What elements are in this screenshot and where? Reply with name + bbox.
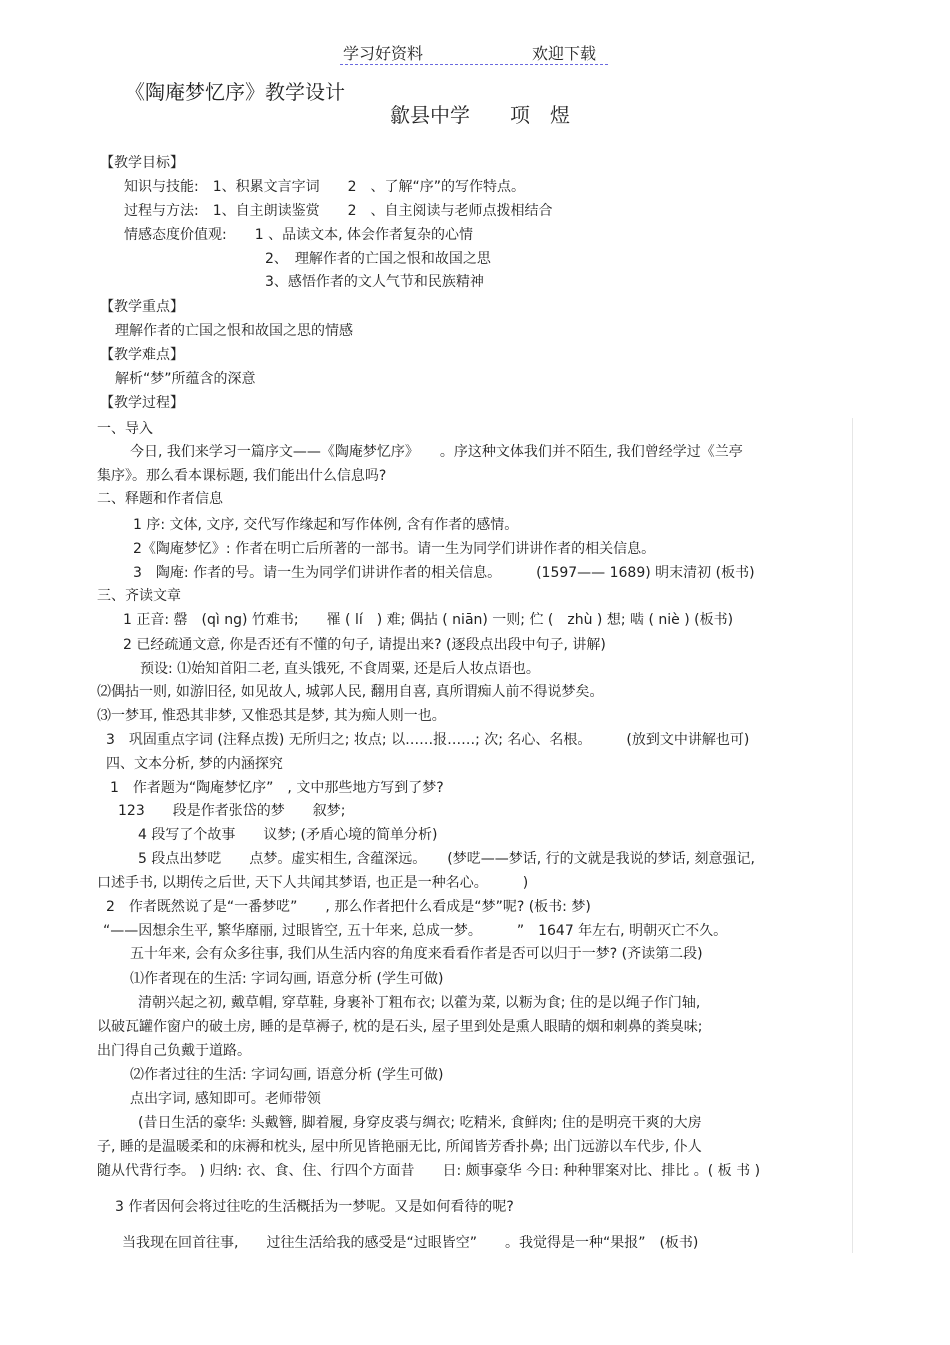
text-line: 过程与方法: 1、自主朗读鉴赏 2 、自主阅读与老师点拨相结合 bbox=[124, 203, 553, 219]
text-line: 四、文本分析, 梦的内涵探究 bbox=[106, 756, 283, 772]
text-line: 点出字词, 感知即可。老师带领 bbox=[130, 1091, 321, 1107]
text-line: 2 作者既然说了是“一番梦呓” , 那么作者把什么看成是“梦”呢? (板书: 梦) bbox=[106, 899, 591, 915]
text-line: 1 正音: 罄 (qì ng) 竹难书; 罹 ( lí ) 难; 偶拈 ( niān) 一则; 伫 ( zhù ) 想; 啮 ( niè ) (板书) bbox=[123, 612, 734, 628]
header-right: 欢迎下载 bbox=[532, 44, 597, 63]
text-line: 一、导入 bbox=[97, 421, 153, 437]
text-line: 2、 理解作者的亡国之恨和故国之思 bbox=[265, 251, 491, 267]
text-line: 3 陶庵: 作者的号。请一生为同学们讲讲作者的相关信息。 (1597—— 1689) 明末清初 (板书) bbox=[133, 565, 755, 581]
text-line: 当我现在回首往事, 过往生活给我的感受是“过眼皆空” 。我觉得是一种“果报” (板书) bbox=[122, 1235, 699, 1251]
header-left: 学习好资料 bbox=[343, 44, 424, 63]
text-line: 二、释题和作者信息 bbox=[97, 491, 223, 507]
text-line: 1 序: 文体, 文序, 交代写作缘起和写作体例, 含有作者的感情。 bbox=[133, 517, 519, 533]
text-line: “——因想余生平, 繁华靡丽, 过眼皆空, 五十年来, 总成一梦。 ” 1647 年左右, 明朝灭亡不久。 bbox=[103, 923, 728, 939]
text-line: 口述手书, 以期传之后世, 天下人共闻其梦语, 也正是一种名心。 ) bbox=[97, 875, 529, 891]
text-line: 集序》。那么看本课标题, 我们能出什么信息吗? bbox=[97, 468, 387, 484]
text-line: 【教学重点】 bbox=[100, 299, 184, 315]
margin-line bbox=[852, 418, 853, 1253]
author-line: 歙县中学 项 煜 bbox=[390, 103, 570, 127]
text-line: 【教学难点】 bbox=[100, 347, 184, 363]
document-title: 《陶庵梦忆序》教学设计 bbox=[125, 80, 345, 104]
text-line: 随从代背行李。 ) 归纳: 衣、食、住、行四个方面昔 日: 颇事豪华 今日: 种种罪案对比、排比 。( 板 书 ) bbox=[97, 1163, 761, 1179]
text-line: 3、感悟作者的文人气节和民族精神 bbox=[265, 274, 484, 290]
text-line: 【教学过程】 bbox=[100, 395, 184, 411]
text-line: 子, 睡的是温暖柔和的床褥和枕头, 屋中所见皆艳丽无比, 所闻皆芳香扑鼻; 出门远游以车代步, 仆人 bbox=[97, 1139, 702, 1155]
text-line: ⑵偶拈一则, 如游旧径, 如见故人, 城郭人民, 翻用自喜, 真所谓痴人前不得说梦矣。 bbox=[97, 684, 604, 700]
text-line: 出门得自己负戴于道路。 bbox=[97, 1043, 251, 1059]
text-line: ⑵作者过往的生活: 字词勾画, 语意分析 (学生可做) bbox=[130, 1067, 444, 1083]
text-line: (昔日生活的豪华: 头戴簪, 脚着履, 身穿皮裘与绸衣; 吃精米, 食鲜肉; 住的是明亮干爽的大房 bbox=[138, 1115, 702, 1131]
text-line: 3 作者因何会将过往吃的生活概括为一梦呢。又是如何看待的呢? bbox=[115, 1199, 514, 1215]
text-line: 2 已经疏通文意, 你是否还有不懂的句子, 请提出来? (逐段点出段中句子, 讲解) bbox=[123, 637, 606, 653]
text-line: 123 段是作者张岱的梦 叙梦; bbox=[118, 803, 346, 819]
text-line: 今日, 我们来学习一篇序文——《陶庵梦忆序》 。序这种文体我们并不陌生, 我们曾经学过《兰亭 bbox=[130, 444, 743, 460]
text-line: 预设: ⑴始知首阳二老, 直头饿死, 不食周粟, 还是后人妆点语也。 bbox=[140, 661, 540, 677]
text-line: 知识与技能: 1、积累文言字词 2 、了解“序”的写作特点。 bbox=[124, 179, 526, 195]
text-line: 情感态度价值观: 1 、品读文本, 体会作者复杂的心情 bbox=[124, 227, 473, 243]
text-line: ⑴作者现在的生活: 字词勾画, 语意分析 (学生可做) bbox=[130, 971, 444, 987]
text-line: 【教学目标】 bbox=[100, 155, 184, 171]
text-line: 2《陶庵梦忆》: 作者在明亡后所著的一部书。请一生为同学们讲讲作者的相关信息。 bbox=[133, 541, 656, 557]
text-line: 五十年来, 会有众多往事, 我们从生活内容的角度来看看作者是否可以归于一梦? (齐读第二段) bbox=[130, 946, 703, 962]
text-line: 解析“梦”所蕴含的深意 bbox=[115, 371, 256, 387]
text-line: 1 作者题为“陶庵梦忆序” , 文中那些地方写到了梦? bbox=[110, 780, 444, 796]
text-line: 5 段点出梦呓 点梦。虚实相生, 含蕴深远。 (梦呓——梦话, 行的文就是我说的梦话, 刻意强记, bbox=[138, 851, 755, 867]
header-divider bbox=[340, 64, 608, 65]
text-line: 以破瓦罐作窗户的破土房, 睡的是草褥子, 枕的是石头, 屋子里到处是熏人眼睛的烟和刺鼻的粪臭味; bbox=[97, 1019, 703, 1035]
text-line: ⑶一梦耳, 惟恐其非梦, 又惟恐其是梦, 其为痴人则一也。 bbox=[97, 708, 446, 724]
text-line: 3 巩固重点字词 (注释点拨) 无所归之; 妆点; 以……报……; 次; 名心、名根。 (放到文中讲解也可) bbox=[106, 732, 750, 748]
text-line: 清朝兴起之初, 戴草帽, 穿草鞋, 身裹补丁粗布衣; 以藿为菜, 以粝为食; 住的是以绳子作门轴, bbox=[138, 995, 701, 1011]
text-line: 三、齐读文章 bbox=[97, 588, 181, 604]
text-line: 4 段写了个故事 议梦; (矛盾心境的简单分析) bbox=[138, 827, 438, 843]
text-line: 理解作者的亡国之恨和故国之思的情感 bbox=[115, 323, 353, 339]
